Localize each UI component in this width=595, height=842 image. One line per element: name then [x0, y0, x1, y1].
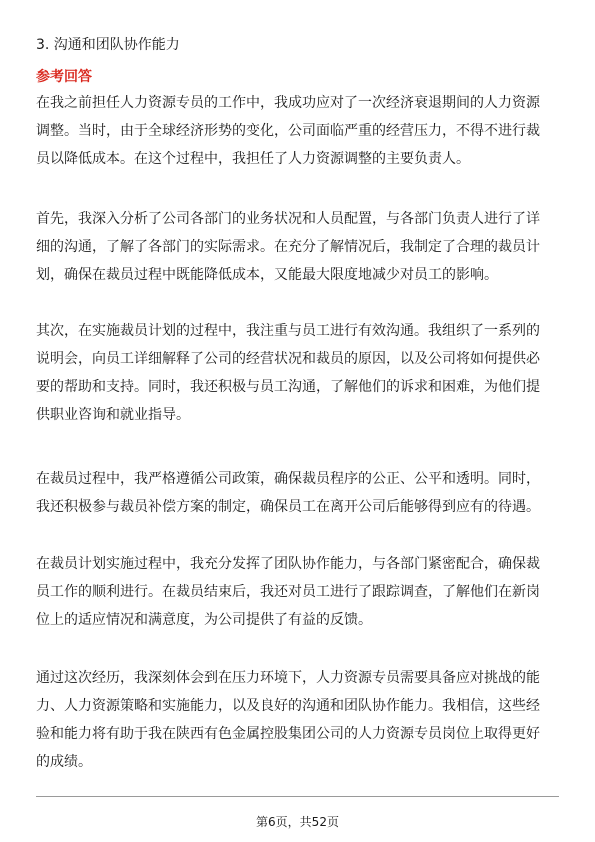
paragraph-3	[36, 317, 560, 429]
page-number: 第6页，共52页	[256, 815, 339, 829]
paragraph-line: 位上的适应情况和满意度，为公司提供了有益的反馈。	[36, 612, 372, 628]
paragraph-6	[36, 664, 560, 776]
paragraph-4	[36, 465, 560, 521]
footer-divider	[36, 796, 559, 797]
section-heading: 3. 沟通和团队协作能力	[36, 37, 180, 53]
paragraph-line: 其次，在实施裁员计划的过程中，我注重与员工进行有效沟通。我组织了一系列的	[36, 323, 540, 339]
paragraph-line: 员工作的顺利进行。在裁员结束后，我还对员工进行了跟踪调查，了解他们在新岗	[36, 584, 540, 600]
paragraph-line: 力、人力资源策略和实施能力，以及良好的沟通和团队协作能力。我相信，这些经	[36, 698, 540, 714]
paragraph-line: 员以降低成本。在这个过程中，我担任了人力资源调整的主要负责人。	[36, 151, 470, 167]
paragraph-line: 在裁员计划实施过程中，我充分发挥了团队协作能力，与各部门紧密配合，确保裁	[36, 556, 540, 572]
paragraph-line: 说明会，向员工详细解释了公司的经营状况和裁员的原因，以及公司将如何提供必	[36, 351, 540, 367]
paragraph-line: 在裁员过程中，我严格遵循公司政策，确保裁员程序的公正、公平和透明。同时，	[36, 471, 540, 487]
paragraph-line: 供职业咨询和就业指导。	[36, 407, 190, 423]
paragraph-5	[36, 550, 560, 634]
paragraph-line: 我还积极参与裁员补偿方案的制定，确保员工在离开公司后能够得到应有的待遇。	[36, 499, 540, 515]
paragraph-line: 要的帮助和支持。同时，我还积极与员工沟通，了解他们的诉求和困难，为他们提	[36, 379, 540, 395]
paragraph-line: 细的沟通，了解了各部门的实际需求。在充分了解情况后，我制定了合理的裁员计	[36, 239, 540, 255]
paragraph-line: 首先，我深入分析了公司各部门的业务状况和人员配置，与各部门负责人进行了详	[36, 211, 540, 227]
paragraph-line: 在我之前担任人力资源专员的工作中，我成功应对了一次经济衰退期间的人力资源	[36, 95, 540, 111]
paragraph-line: 的成绩。	[36, 754, 92, 770]
paragraph-line: 调整。当时，由于全球经济形势的变化，公司面临严重的经营压力，不得不进行裁	[36, 123, 540, 139]
paragraph-2	[36, 205, 560, 289]
paragraph-line: 划，确保在裁员过程中既能降低成本，又能最大限度地减少对员工的影响。	[36, 267, 498, 283]
paragraph-1	[36, 89, 560, 173]
paragraph-line: 通过这次经历，我深刻体会到在压力环境下，人力资源专员需要具备应对挑战的能	[36, 670, 540, 686]
paragraph-line: 验和能力将有助于我在陕西有色金属控股集团公司的人力资源专员岗位上取得更好	[36, 726, 540, 742]
answer-label: 参考回答	[36, 69, 92, 85]
